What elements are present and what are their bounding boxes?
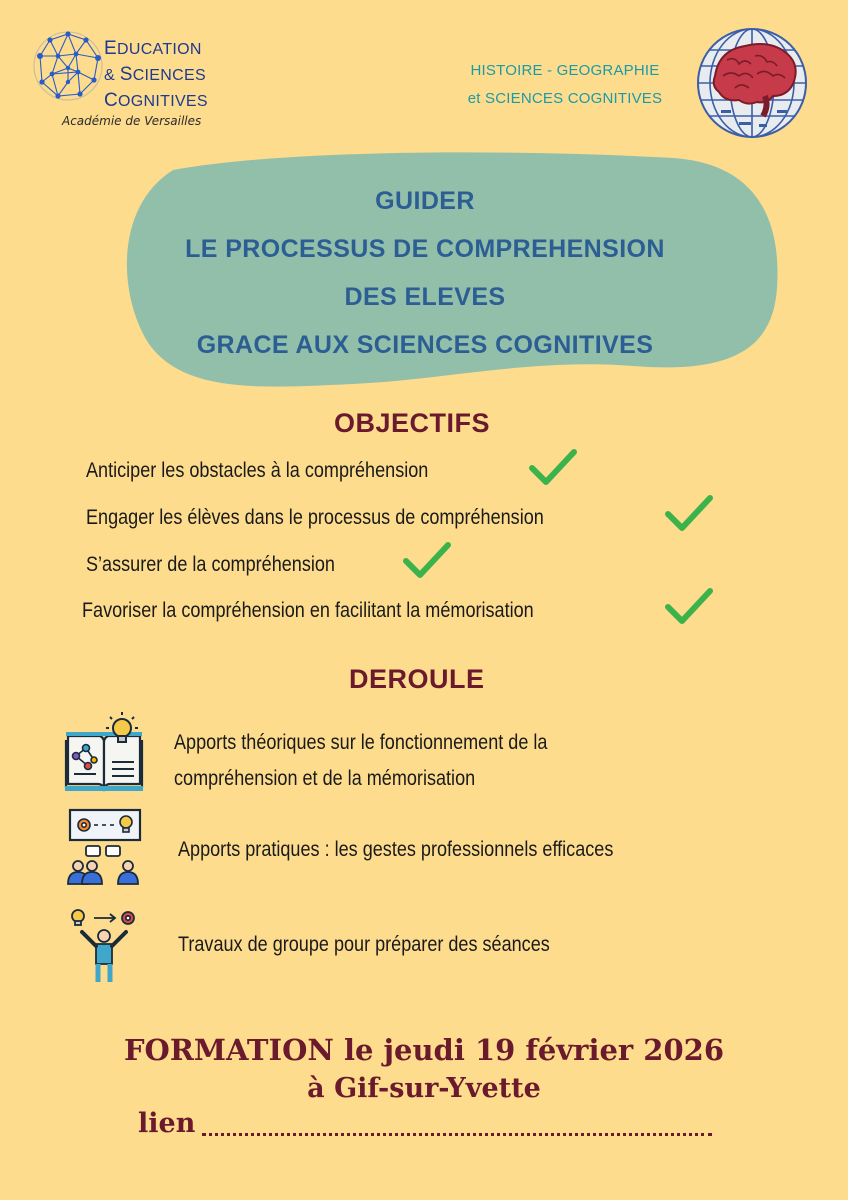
logo-initial-c: C [104, 90, 119, 111]
lien-label: lien [138, 1108, 196, 1139]
title-line-3: DES ELEVES [344, 283, 506, 311]
formation-location: à Gif-sur-Yvette [307, 1073, 541, 1104]
checkmark-icon [664, 585, 714, 627]
presentation-audience-icon [64, 808, 144, 888]
title-line-4: GRACE AUX SCIENCES COGNITIVES [196, 331, 654, 359]
title-line-1: GUIDER [375, 187, 475, 215]
deroule-item-3-line1: Travaux de groupe pour préparer des séances [178, 933, 550, 956]
main-title [120, 177, 730, 369]
formation-word: FORMATION [123, 1033, 334, 1067]
histoire-geo-line2: et SCIENCES COGNITIVES [467, 90, 663, 107]
checkmark-icon [402, 539, 452, 581]
objectif-item-1: Anticiper les obstacles à la compréhension [86, 459, 429, 482]
histoire-geo-label [445, 57, 685, 113]
deroule-item-2-line1: Apports pratiques : les gestes professionnels efficaces [178, 838, 614, 861]
deroule-item-1-line2: compréhension et de la mémorisation [174, 767, 476, 790]
lien-dotted-line [202, 1133, 712, 1136]
deroule-item-3 [178, 927, 550, 963]
deroule-item-2 [178, 832, 613, 868]
deroule-item-1-line1: Apports théoriques sur le fonctionnement de la [174, 731, 548, 754]
deroule-item-1 [174, 725, 547, 797]
checkmark-icon [664, 492, 714, 534]
deroule-heading: DEROULE [349, 664, 485, 694]
network-brain-logo-icon [28, 26, 108, 106]
brain-globe-logo-icon [695, 26, 809, 140]
objectifs-heading: OBJECTIFS [334, 408, 491, 438]
checkmark-icon [528, 446, 578, 488]
logo-word-cognitives: OGNITIVES [118, 93, 208, 110]
logo-initial-s: S [119, 64, 133, 85]
logo-wordmark [104, 36, 208, 114]
formation-date: le jeudi 19 février 2026 [343, 1033, 725, 1067]
book-lightbulb-icon [64, 712, 144, 792]
academie-label: Académie de Versailles [62, 114, 202, 128]
objectif-item-4: Favoriser la compréhension en facilitant la mémorisation [82, 599, 534, 622]
title-line-2: LE PROCESSUS DE COMPREHENSION [185, 235, 665, 263]
logo-initial-e: E [104, 38, 117, 59]
objectif-item-3: S’assurer de la compréhension [86, 553, 335, 576]
objectif-item-2: Engager les élèves dans le processus de compréhension [86, 506, 544, 529]
formation-date-line [0, 1033, 848, 1067]
logo-word-sciences: CIENCES [132, 67, 206, 84]
logo-word-education: DUCATION [116, 41, 202, 58]
histoire-geo-line1: HISTOIRE - GEOGRAPHIE [470, 62, 660, 79]
person-idea-gear-icon [64, 906, 144, 986]
logo-ampersand: & [104, 67, 120, 84]
